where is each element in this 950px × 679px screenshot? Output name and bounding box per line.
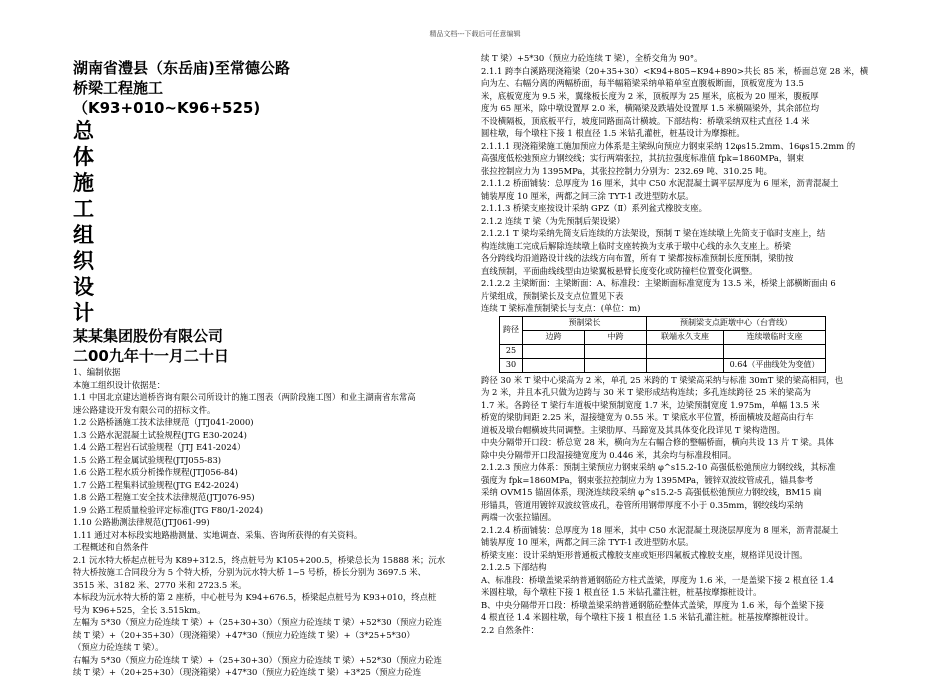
text-line: 续 T 梁）+5*30（预应力砼连续 T 梁），全桥交角为 90°。: [481, 53, 703, 63]
text-line: 张拉控制应力为 1395MPa，其张拉控制力分别为：232.69 吨、310.25 吨。: [481, 165, 772, 176]
text-line: 3515 米、3182 米、2770 米和 2723.5 米。: [73, 579, 247, 590]
text-line: 构连续施工完成后解除连续墩上临时支座转换为支承于墩中心线的永久支座上。桥梁: [481, 240, 791, 251]
text-line: 铺装厚度 10 厘米，两都之间三涂 TYT-1 改进型防水层。: [481, 537, 694, 547]
page-header-note: 精品文档---下载后可任意编辑: [429, 30, 521, 38]
text-line: 2.1.2.1 T 梁均采纳先简支后连续的方法架设，预制 T 梁在连续墩上先简支于临时支座上，结: [481, 228, 826, 238]
text-line: 桥梁支座：设计采纳矩形普通板式橡胶支座或矩形四氟板式橡胶支座，规格详见设计图。: [481, 549, 808, 560]
text-line: 2.2 自然条件：: [481, 624, 539, 635]
text-line: 为 2 米，并且本孔只做为边跨与 30 米 T 梁形成结构连续；多孔连续跨径 25 米的梁高为: [481, 387, 811, 397]
project-title-line-2: 桥梁工程施工: [73, 79, 164, 97]
vertical-title-char: 计: [73, 301, 94, 325]
text-line: 续 T 梁）+（20+35+30）（现浇箱梁）+47*30（预应力砼连续 T 梁）+（3*25+5*30）: [73, 629, 415, 640]
text-line: 米圆柱墩，每个墩柱下接 1 根直径 1.5 米钻孔灌注桩，桩基按摩擦桩设计。: [481, 587, 762, 597]
text-line: 强度为 fpk=1860MPa，钢束张拉控制应力为 1395MPa，镀锌双波纹管成孔，锚具参考: [481, 474, 814, 485]
text-line: 续 T 梁）+（20+25+30）（现浇箱梁）+47*30（预应力砼连续 T 梁）+3*25（预应力砼连: [73, 667, 422, 677]
text-line: 道板及墩台帽横坡共同调整。主梁肋厚、马蹄宽及其具体变化段详见 T 梁构造图。: [481, 424, 786, 435]
text-line: 高强度低松弛预应力钢绞线；实行两端张拉，其抗拉强度标准值 fpk=1860MPa，钢束: [481, 153, 804, 163]
text-line: 1.4 公路工程岩石试验规程（JTJ E41-2024）: [73, 442, 246, 452]
text-line: 本施工组织设计依据是：: [73, 379, 166, 390]
text-line: 度为 65 厘米，除中墩设置厚 2.0 米，横隔梁及跌墙处设置厚 1.5 米横隔梁外，其余部位均: [481, 103, 820, 113]
text-line: 形锚具，管道用镀锌双波纹管成孔，卷管所用钢带厚度不小于 0.35mm，钢绞线均采纳: [481, 499, 803, 510]
left-body-text: [73, 366, 473, 679]
text-line: 2.1.2.2 主梁断面：主梁断面：A、标准段：主梁断面标准宽度为 13.5 米，桥梁上部横断面由 6: [481, 278, 836, 288]
text-line: 2.1.1.1 现浇箱梁施工施加预应力体系是主梁纵向预应力钢束采纳 12φs15.2mm、16φs15.2mm 的: [481, 140, 856, 151]
th-permanent-support: 联端永久支座: [647, 330, 724, 344]
right-body-text-bottom: [481, 374, 881, 637]
organization-name: 某某集团股份有限公司: [73, 327, 224, 345]
text-line: 4 根直径 1.4 米圆柱墩，每个墩柱下接 1 根直径 1.5 米钻孔灌注桩。桩基按摩擦桩设计。: [481, 612, 814, 622]
text-line: 圆柱墩，每个墩柱下接 1 根直径 1.5 米钻孔灌桩，桩基设计为摩擦桩。: [481, 128, 745, 138]
text-line: 片梁组成，预制梁长及支点位置见下表: [481, 290, 624, 301]
text-line: A、标准段：桥墩盖梁采纳普通钢筋砼方柱式盖梁，厚度为 1.6 米，一是盖梁下接 2 根直径 1.4: [481, 574, 834, 585]
table-row: [500, 344, 826, 358]
text-line: 本标段为沅水特大桥的第 2 座桥，中心桩号为 K94+676.5，桥梁起点桩号为 K93+010，终点桩: [73, 592, 437, 602]
cell-span-30: 30: [500, 358, 523, 372]
text-line: 1.9 公路工程质量检验评定标准(JTG F80/1-2024): [73, 504, 264, 515]
vertical-title-char: 织: [73, 249, 94, 273]
text-line: 铺装厚度 10 厘米，两都之间三涂 TYT-1 改进型防水层。: [481, 190, 694, 201]
table-row: [500, 358, 826, 372]
text-line: 1.7 米。各跨径 T 梁行车道板中梁预制宽度 1.7 米，边梁预制宽度 1.975m，单幅 13.5 米: [481, 399, 820, 410]
text-line: 1.10 公路勘测法律规范(JTJ061-99): [73, 517, 210, 527]
text-line: 1.7 公路工程集料试验规程(JTG E42-2024): [73, 479, 239, 490]
th-beam-length: 预制梁长: [523, 316, 647, 330]
text-line: 两端一次张拉锚固。: [481, 512, 557, 522]
th-edge-span: 边跨: [523, 330, 585, 344]
text-line: 工程概述和自然条件: [73, 542, 149, 552]
right-column: [481, 52, 881, 636]
vertical-title-char: 组: [73, 223, 94, 247]
text-line: 2.1.2.3 预应力体系：预制主梁预应力钢束采纳 φ^s15.2-10 高强低松弛预应力钢绞线，其标准: [481, 462, 836, 472]
beam-length-table: [499, 316, 826, 373]
text-line: 1.11 通过对本标段实地路勘测量、实地调查、采集、咨询所获得的有关资料。: [73, 529, 363, 540]
text-line: 跨径 30 米 T 梁中心梁高为 2 米，单孔 25 米跨的 T 梁梁高采纳与标准 30mT 梁的梁高相同，也: [481, 374, 843, 385]
vertical-title-char: 设: [73, 275, 94, 299]
project-title-line-1: 湖南省澧县（东岳庙)至常德公路: [73, 59, 290, 77]
text-line: 右幅为 5*30（预应力砼连续 T 梁）+（25+30+30）（预应力砼连续 T 梁）+52*30（预应力砼连: [73, 654, 442, 665]
text-line: 2.1.1.2 桥面铺装：总厚度为 16 厘米，其中 C50 水泥混凝土调平层厚度为 6 厘米，沥青混凝土: [481, 178, 839, 188]
text-line: 1.3 公路水泥混凝土试验规程(JTG E30-2024): [73, 429, 247, 440]
text-line: 1.6 公路工程水质分析操作规程(JTJ056-84): [73, 467, 238, 477]
vertical-title: [73, 118, 473, 326]
text-line: 1.1 中国北京建达道桥咨询有限公司所设计的施工图表（两阶段施工图）和业主湖南省东常高: [73, 392, 416, 402]
text-line: 2.1.2.5 下部结构: [481, 562, 547, 572]
text-line: 2.1.1.3 桥梁支座按设计采纳 GPZ（Ⅱ）系列盆式橡胶支座。: [481, 203, 707, 213]
text-line: 2.1.2.4 桥面铺装：总厚度为 18 厘米，其中 C50 水泥混凝土现浇层厚度为 8 厘米，沥青混凝土: [481, 524, 839, 535]
text-line: 直线预制，平面曲线线型由边梁翼板悬臂长度变化或防撞栏位置变化调整。: [481, 265, 758, 276]
cell-span-25: 25: [500, 344, 523, 358]
text-line: 向为左、右幅分离的两幅桥面，每半幅箱梁采纳单箱单室直腹板断面，顶板宽度为 13.5: [481, 78, 804, 88]
text-line: 采纳 OVM15 锚固体系，现浇连续段采纳 φ^s15.2-5 高强低松弛预应力钢绞线，BM15 扁: [481, 487, 822, 497]
vertical-title-char: 总: [73, 119, 94, 143]
vertical-title-char: 工: [73, 197, 94, 221]
text-line: 2.1 沅水特大桥起点桩号为 K89+312.5，终点桩号为 K105+200.5，桥梁总长为 15888 米；沅水: [73, 554, 446, 565]
text-line: B、中央分隔带开口段：桥墩盖梁采纳普通钢筋砼整体式盖梁，厚度为 1.6 米，每个盖梁下接: [481, 599, 825, 610]
project-title-line-3: （K93+010~K96+525): [73, 99, 261, 117]
text-line: 中央分隔带开口段：桥总宽 28 米，横向为左右幅合修的整幅桥面，横向共设 13 片 T 梁。具体: [481, 437, 834, 447]
th-temporary-support: 连续墩临时支座: [724, 330, 826, 344]
text-line: 左幅为 5*30（预应力砼连续 T 梁）+（25+30+30）（预应力砼连续 T 梁）+52*30（预应力砼连: [73, 617, 442, 627]
left-column: [73, 58, 473, 679]
th-mid-span: 中跨: [585, 330, 647, 344]
text-line: 桥宽的梁肋间距 2.25 米，湿接缝宽为 0.55 米。T 梁底水平位置，桥面横坡及超高由行车: [481, 412, 814, 422]
cell-temporary-support-30: 0.64（平曲线处为变值）: [724, 358, 826, 372]
text-line: 2.1.1 跨李白溪路现浇箱梁（20+35+30）<K94+805~K94+890>共长 85 米，桥面总宽 28 米，横: [481, 65, 869, 76]
text-line: 连续 T 梁标准预制梁长与支点：(单位：m): [481, 303, 641, 313]
document-date: 二00九年十一月二十日: [73, 347, 229, 365]
text-line: 米，底板宽度为 9.5 米，翼缘板长度为 2 米，顶板厚为 25 厘米，底板为 20 厘米，腹板厚: [481, 90, 819, 101]
right-body-text-top: [481, 52, 881, 315]
text-line: 1.5 公路工程金属试验规程(JTJ055-83): [73, 454, 222, 465]
text-line: 号为 K96+525，全长 3.515km。: [73, 604, 206, 615]
th-support-distance: 预制梁支点距墩中心（台背线）: [647, 316, 826, 330]
text-line: 2.1.2 连续 T 梁（为先预制后架设梁）: [481, 215, 625, 226]
text-line: 1.2 公路桥涵施工技术法律规范（JTJ041-2000): [73, 417, 254, 427]
text-line: 特大桥按施工合同段分为 5 个特大桥，分别为沅水特大桥 1~5 号桥，桥长分别为 3697.5 米、: [73, 567, 427, 577]
text-line: 除中央分隔带开口段湿接缝宽度为 0.446 米，其余均与标准段相同。: [481, 449, 737, 460]
text-line: 各分跨线均沿道路设计线的法线方向布置，所有 T 梁都按标准预制长度预制，梁肋按: [481, 253, 794, 263]
text-line: 1、编制依据: [73, 367, 121, 377]
vertical-title-char: 施: [73, 171, 94, 195]
text-line: （预应力砼连续 T 梁）。: [73, 642, 164, 652]
text-line: 速公路建设开发有限公司的招标文件。: [73, 404, 216, 415]
text-line: 1.8 公路工程施工安全技术法律规范(JTJ076-95): [73, 492, 255, 502]
text-line: 不设横隔板，顶底板平行，坡度同路面高计横坡。下部结构：桥墩采纳双柱式直径 1.4 米: [481, 115, 810, 126]
th-span: 跨径: [500, 316, 523, 344]
vertical-title-char: 体: [73, 145, 94, 169]
